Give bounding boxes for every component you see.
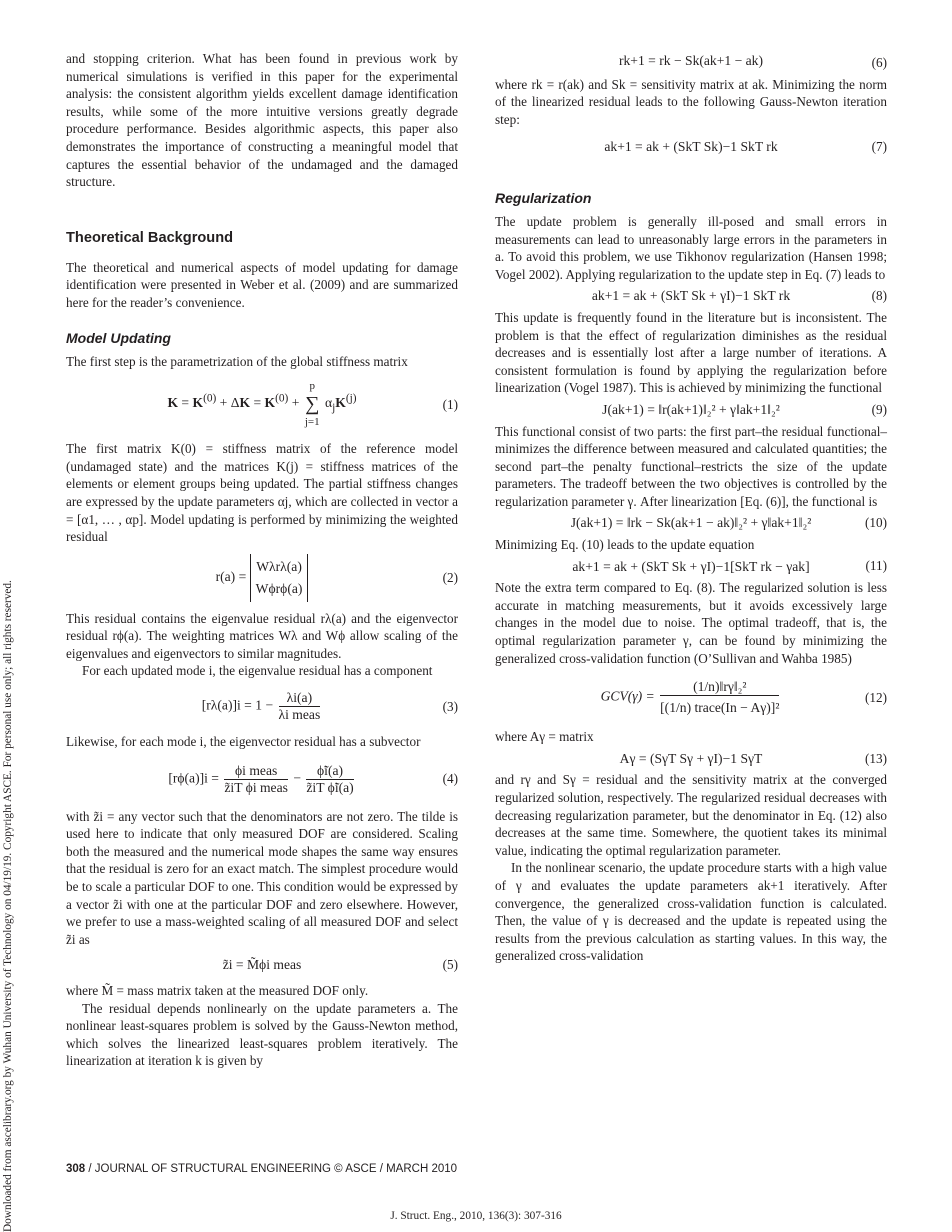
equation-4: [rϕ(a)]i = $\frac{\text{ϕi meas}}{\text{z̃iT ϕi meas}}$ − $\frac{\phĩi(a)}{\text{z̃iT ϕ̃i(a)}}$ (4) xyxy=(168,762,458,795)
paragraph-each-mode: For each updated mode i, the eigenvalue residual has a component xyxy=(82,663,433,679)
equation-number: (6) xyxy=(871,55,887,70)
citation-line: J. Struct. Eng., 2010, 136(3): 307-316 xyxy=(390,1210,562,1222)
heading-theoretical-background: Theoretical Background xyxy=(66,229,234,246)
paragraph-minimizing: Minimizing Eq. (10) leads to the update equation xyxy=(495,537,755,553)
paragraph-parametrization: The first step is the parametrization of the global stiffness matrix xyxy=(66,353,408,369)
equation-3: [rλ(a)]i = 1 − $\frac{\lambda i(a)}{\text{λi meas}}$ (3) xyxy=(201,690,458,723)
equation-8: ak+1 = ak + (SkT Sk + γI)−1 SkT rk (8) xyxy=(591,288,887,304)
right-column xyxy=(495,50,887,965)
paragraph-and: and rγ and Sγ = residual and the sensitivity matrix at the converged regularized solution, respectively. The regularized residual decreases with decreasing regularization parameter, but the denominator in Eq. (12) also decreases at the same time. Somewhere, the quotient takes its minimal value, indicating the optimal regularization parameter. xyxy=(495,772,887,858)
equation-number: (13) xyxy=(865,750,887,766)
equation-5: z̃i = M̃ϕi meas (5) xyxy=(222,957,458,973)
equation-13: Aγ = (SγT Sγ + γI)−1 SγT (13) xyxy=(619,750,887,766)
heading-model-updating: Model Updating xyxy=(66,329,171,346)
equation-number: (9) xyxy=(871,401,887,417)
paragraph-intro-end: and stopping criterion. What has been found in previous work by numerical simulations is verified in this paper for the experimental analysis: the consistent algorithm yields excellent damage identification results, while some of the more intuitive versions greatly degrade procedure performance. Besides algorithmic aspects, this paper also demonstrates the importance of constructing a meaningful model that captures the essential behavior of the undamaged and the damaged structure. xyxy=(66,51,458,190)
equation-number: (2) xyxy=(442,569,458,585)
equation-7: ak+1 = ak + (SkT Sk)−1 SkT rk (7) xyxy=(604,139,887,155)
paragraph-nonlinear: The residual depends nonlinearly on the update parameters a. The nonlinear least-squares problem is solved by the Gauss-Newton method, which solves the linearized least-squares problem iteratively. The linearization at iteration k is given by xyxy=(66,1000,458,1069)
paragraph-where-12: where Aγ = matrix xyxy=(495,729,594,745)
equation-number: (11) xyxy=(865,558,887,574)
page-footer xyxy=(66,1163,457,1175)
paragraph-background: The theoretical and numerical aspects of model updating for damage identification were presented in Weber et al. (2009) and are summarized here for the reader’s convenience. xyxy=(66,259,458,310)
equation-6: rk+1 = rk − Sk(ak+1 − ak) (6) xyxy=(618,53,887,70)
paragraph-extra-term: Note the extra term compared to Eq. (8). The regularized solution is less accurate in matching measurements, but it avoids excessively large changes in the model due to noise. The optimal tradeoff, that is, the optimal regularization parameter γ, can be found by minimizing the generalized cross-validation function (O’Sullivan and Wahba 1985) xyxy=(495,580,887,666)
equation-10: J(ak+1) = ‖rk − Sk(ak+1 − ak)‖₂² + γ‖ak+1‖₂² (10) xyxy=(570,515,887,531)
paragraph-residual: This residual contains the eigenvalue residual rλ(a) and the eigenvector residual rϕ(a). The weighting matrices Wλ and Wϕ allow scaling of the eigenvalues and eigenvectors to similar magnitudes. xyxy=(66,610,458,661)
paragraph-tilde: with z̃i = any vector such that the denominators are not zero. The tilde is used here to indicate that only measured DOF are considered. Scaling both the measured and the numerical mode shapes the same way ensures that the residual is zero for an exact match. The simplest procedure would be to scale a particular DOF to one. This condition would be expressed by a vector z̃i with one at the particular DOF and zero elsewhere. However, we prefer to use a mass-weighted scaling of all measured DOF and select z̃i as xyxy=(66,808,458,947)
equation-number: (7) xyxy=(871,139,887,155)
heading-regularization: Regularization xyxy=(495,189,592,206)
equation-12: GCV(γ) = $\frac{\text{(1/n)‖rγ‖₂²}}{\text{[(1/n) trace(In − Aγ)]²}}$ (12) xyxy=(600,679,887,716)
paragraph-where-6: where rk = r(ak) and Sk = sensitivity matrix at ak. Minimizing the norm of the linearized residual leads to the following Gauss-Newton iteration step: xyxy=(495,76,887,127)
equation-number: (3) xyxy=(442,698,458,714)
equation-number: (8) xyxy=(871,288,887,304)
equation-9: J(ak+1) = ‖r(ak+1)‖₂² + γ‖ak+1‖₂² (9) xyxy=(602,401,887,417)
paragraph-mass: where M̃ = mass matrix taken at the measured DOF only. xyxy=(66,983,369,998)
equation-2: r(a) = Wλrλ(a) Wϕrϕ(a) (2) xyxy=(66,546,458,610)
paragraph-first-matrix: The first matrix K(0) = stiffness matrix of the reference model (undamaged state) and the matrices K(j) = stiffness matrices of the elements or element groups being updated. The partial stiffness changes are expressed by the update parameters αj, which are collected in vector a = [α1, … , αp]. Model updating is performed by minimizing the weighted residual xyxy=(66,441,458,545)
journal-line: / JOURNAL OF STRUCTURAL ENGINEERING © ASCE / MARCH 2010 xyxy=(85,1163,458,1175)
equation-number: (12) xyxy=(865,689,887,705)
paragraph-functional: This functional consist of two parts: the first part–the residual functional–minimizes the difference between measured and calculated quantities; the second part–the penalty functional–restricts the size of the update parameters. The tradeoff between the two objectives is controlled by the regularization parameter γ. After linearization [Eq. (6)], the functional is xyxy=(495,423,887,509)
paragraph-nonlinear-scenario: In the nonlinear scenario, the update procedure starts with a high value of γ and evaluates the update parameters ak+1 iteratively. After convergence, the generalized cross-validation function is calculated. Then, the value of γ is decreased and the update is repeated using the results from the previous calculation as starting values. In this way, the generalized cross-validation xyxy=(495,860,887,964)
equation-number: (1) xyxy=(442,397,458,413)
equation-number: (4) xyxy=(442,771,458,787)
paragraph-inconsistent: This update is frequently found in the literature but is inconsistent. The problem is that the effect of regularization diminishes as the residual decreases and is essentially lost after a large number of iterations. A consistent formulation is found by applying the regularization before linearization (Vogel 1987). This is achieved by minimizing the functional xyxy=(495,309,887,396)
paragraph-likewise: Likewise, for each mode i, the eigenvector residual has a subvector xyxy=(66,734,421,750)
equation-number: (5) xyxy=(442,957,458,973)
paragraph-ill-posed: The update problem is generally ill-posed and small errors in measurements can lead to unreasonably large errors in the parameters in a. To avoid this problem, we use Tikhonov regularization (Hansen 1998; Vogel 2002). Applying regularization to the update step in Eq. (7) leads to xyxy=(495,213,887,282)
equation-number: (10) xyxy=(865,515,887,531)
equation-1: $K = K^{(0)} + \Delta K = K^{(0)}$ + p ∑ j=1 $\alpha_jK^{(j)}$ (1) xyxy=(167,380,458,429)
equation-11: ak+1 = ak + (SkT Sk + γI)−1[SkT rk − γak] (11) xyxy=(572,558,887,574)
page-number: 308 xyxy=(66,1163,86,1175)
left-column xyxy=(66,50,458,1070)
